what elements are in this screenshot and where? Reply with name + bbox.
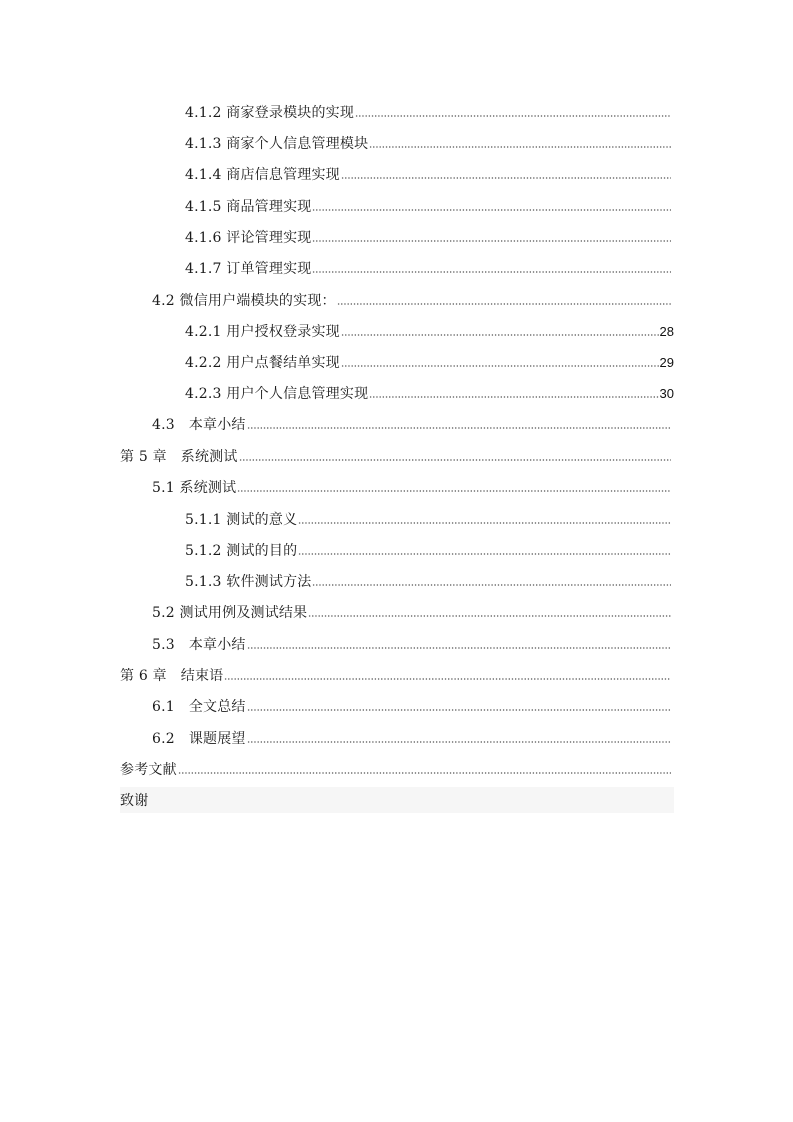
toc-entry-label: 4.1.6 评论管理实现 [185,230,312,246]
toc-dot-leader [341,176,671,180]
toc-entry-4-1-3[interactable] [185,131,672,153]
toc-dot-leader [312,583,671,587]
toc-entry-label: 致谢 [120,793,149,809]
toc-dot-leader [312,239,671,243]
toc-entry-label: 4.1.2 商家登录模块的实现 [185,105,355,121]
toc-dot-leader [247,740,671,744]
toc-dot-leader [178,771,671,775]
toc-entry-4-3[interactable] [152,412,672,434]
toc-entry-label: 4.1.4 商店信息管理实现 [185,167,340,183]
toc-entry-label: 4.2.1 用户授权登录实现 [185,324,340,340]
toc-entry-label: 5.3 本章小结 [152,637,246,653]
toc-entry-label: 6.2 课题展望 [152,731,246,747]
toc-dot-leader [224,677,671,681]
toc-dot-leader [312,270,671,274]
toc-entry-4-1-5[interactable] [185,194,672,216]
toc-entry-label: 4.3 本章小结 [152,417,246,433]
toc-entry-chapter-6[interactable] [120,663,672,685]
toc-entry-label: 4.2.2 用户点餐结单实现 [185,355,340,371]
toc-entry-5-1-3[interactable] [185,569,672,591]
toc-entry-4-1-2[interactable] [185,100,672,122]
toc-dot-leader [239,458,671,462]
toc-entry-4-1-7[interactable] [185,256,672,278]
toc-dot-leader [308,614,671,618]
toc-dot-leader [247,646,671,650]
toc-entry-5-1-1[interactable] [185,507,672,529]
toc-entry-label: 4.1.3 商家个人信息管理模块 [185,136,369,152]
toc-dot-leader [237,489,671,493]
toc-entry-label: 4.1.5 商品管理实现 [185,199,312,215]
toc-entry-label: 4.2 微信用户端模块的实现： [152,293,336,309]
toc-dot-leader [247,426,671,430]
toc-entry-label: 5.1.1 测试的意义 [185,512,298,528]
toc-dot-leader [298,521,671,525]
toc-page-number: 29 [659,355,674,370]
toc-entry-6-1[interactable] [152,694,672,716]
toc-entry-4-2-3[interactable] [185,381,674,403]
toc-dot-leader [312,208,671,212]
toc-entry-4-2-2[interactable] [185,350,674,372]
toc-entry-references[interactable] [120,757,672,779]
toc-dot-leader [341,364,659,368]
toc-entry-label: 参考文献 [120,762,177,778]
toc-entry-label: 5.1 系统测试 [152,480,237,496]
toc-page-number: 30 [659,386,674,401]
toc-entry-5-1-2[interactable] [185,538,672,560]
toc-dot-leader [369,395,658,399]
toc-entry-label: 5.1.3 软件测试方法 [185,574,312,590]
toc-entry-label: 4.1.7 订单管理实现 [185,261,312,277]
toc-entry-4-2-1[interactable] [185,319,674,341]
toc-dot-leader [341,333,659,337]
toc-entry-label: 4.2.3 用户个人信息管理实现 [185,386,369,402]
toc-entry-5-3[interactable] [152,632,672,654]
toc-dot-leader [247,708,671,712]
toc-entry-label: 第 5 章 系统测试 [120,449,238,465]
toc-entry-4-1-6[interactable] [185,225,672,247]
toc-page-number: 28 [659,324,674,339]
toc-entry-chapter-5[interactable] [120,444,672,466]
toc-entry-label: 5.2 测试用例及测试结果 [152,605,308,621]
toc-entry-acknowledgements[interactable] [120,787,674,813]
toc-entry-6-2[interactable] [152,726,672,748]
toc-entry-5-1[interactable] [152,475,672,497]
toc-dot-leader [369,145,671,149]
toc-entry-4-1-4[interactable] [185,162,672,184]
toc-entry-5-2[interactable] [152,600,672,622]
toc-entry-label: 第 6 章 结束语 [120,668,224,684]
toc-entry-label: 5.1.2 测试的目的 [185,543,298,559]
toc-dot-leader [337,302,671,306]
toc-dot-leader [298,552,671,556]
toc-entry-label: 6.1 全文总结 [152,699,246,715]
toc-entry-4-2[interactable] [152,288,672,310]
toc-dot-leader [355,114,671,118]
